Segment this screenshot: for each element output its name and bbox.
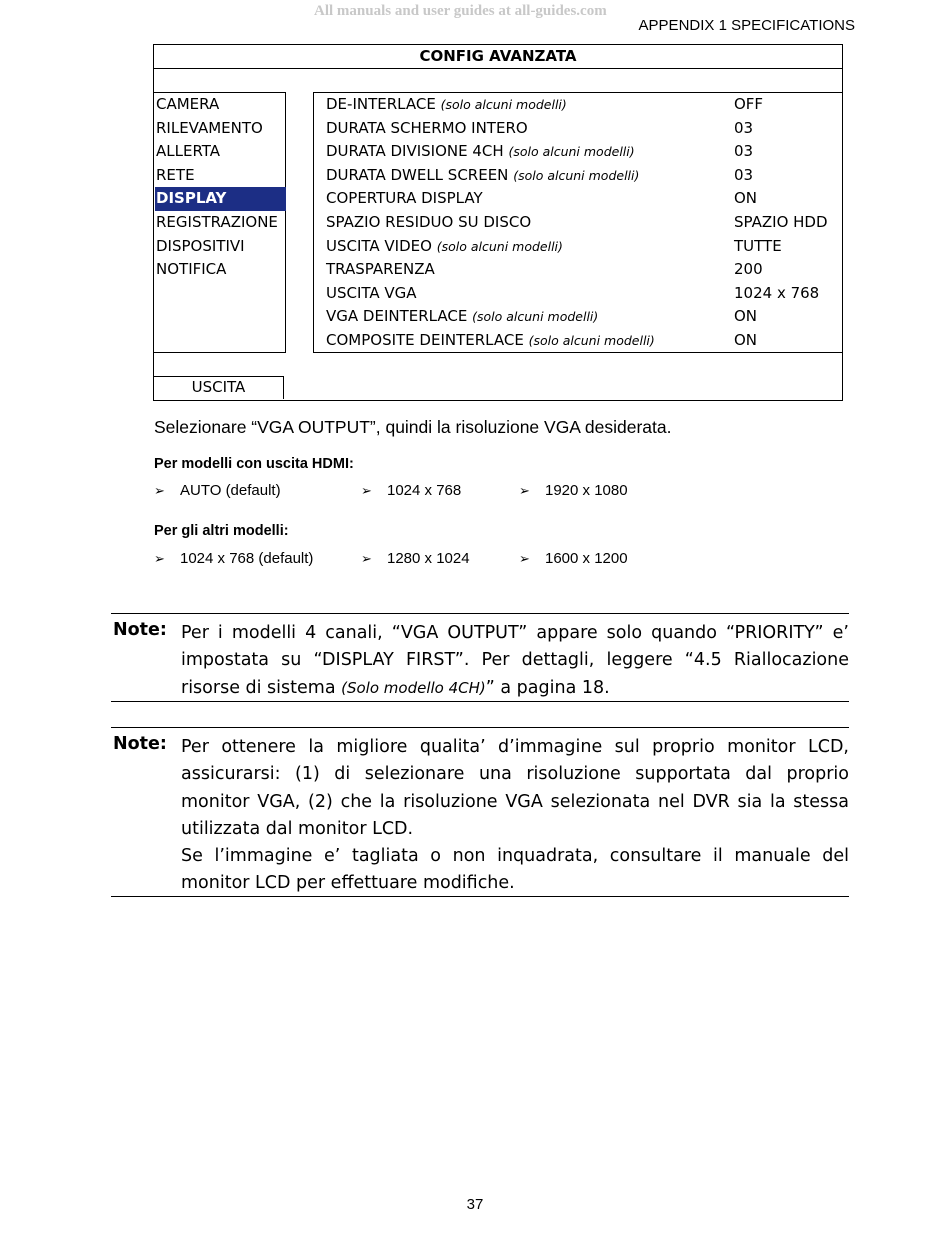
note-vga-output [111, 613, 849, 702]
panel-title: CONFIG AVANZATA [419, 47, 577, 65]
setting-row[interactable] [326, 235, 841, 259]
setting-label-text: USCITA VGA [326, 283, 417, 302]
menu-box-bottom [153, 352, 286, 353]
menu-item-dispositivi[interactable]: DISPOSITIVI [156, 236, 245, 255]
setting-label-text: VGA DEINTERLACE [326, 307, 468, 326]
arrow-bullet-icon: ➢ [361, 483, 372, 498]
setting-value[interactable]: 03 [734, 142, 754, 161]
setting-row[interactable] [326, 164, 841, 188]
setting-label-text: COPERTURA DISPLAY [326, 189, 483, 208]
panel-border-top [153, 44, 843, 45]
others-option: ➢ 1280 x 1024 [361, 550, 470, 567]
setting-row[interactable] [326, 329, 841, 353]
menu-item-allerta[interactable]: ALLERTA [156, 142, 221, 161]
setting-row[interactable] [326, 258, 841, 282]
setting-label-text: DE-INTERLACE [326, 95, 436, 113]
menu-item-camera[interactable]: CAMERA [156, 95, 220, 113]
arrow-bullet-icon: ➢ [154, 551, 165, 566]
watermark: All manuals and user guides at all-guides.com [314, 3, 607, 19]
setting-label [326, 282, 417, 306]
menu-item-rete[interactable]: RETE [156, 165, 195, 184]
setting-label-text: DURATA DWELL SCREEN [326, 165, 509, 184]
setting-model-note: (solo alcuni modelli) [508, 144, 635, 160]
setting-value[interactable]: 03 [734, 118, 754, 137]
setting-row[interactable] [326, 140, 841, 164]
setting-value[interactable]: ON [734, 307, 758, 326]
arrow-bullet-icon: ➢ [361, 551, 372, 566]
arrow-bullet-icon: ➢ [154, 483, 165, 498]
panel-border-bottom [153, 400, 843, 401]
note-paragraph: Per ottenere la migliore qualita’ d’immagine sul proprio monitor LCD, assicurarsi: (1) di selezionare una risoluzione supportata dal proprio monitor VGA, (2) che la risoluzione VGA selezionata nel DVR sia la stessa utilizzata dal monitor LCD. [181, 737, 849, 839]
title-divider [153, 68, 843, 69]
instruction-text: Selezionare “VGA OUTPUT”, quindi la risoluzione VGA desiderata. [154, 417, 672, 437]
arrow-bullet-icon: ➢ [519, 551, 530, 566]
setting-label-text: COMPOSITE DEINTERLACE [326, 330, 524, 349]
setting-label-text: DURATA DIVISIONE 4CH [326, 142, 504, 161]
panel-border-left [153, 44, 154, 401]
setting-label [326, 305, 598, 329]
note-label: Note: [113, 734, 167, 754]
menu-item-rilevamento[interactable]: RILEVAMENTO [156, 118, 263, 137]
arrow-bullet-icon: ➢ [519, 483, 530, 498]
others-option: ➢ 1600 x 1200 [519, 550, 628, 567]
setting-value[interactable]: 200 [734, 260, 763, 279]
setting-label [326, 117, 528, 141]
panel-border-right [842, 44, 843, 401]
note-text: Per i modelli 4 canali, “VGA OUTPUT” appare solo quando “PRIORITY” e’ impostata su “DISPLAY FIRST”. Per dettagli, leggere “4.5 Riallocazione risorse di sistema (Solo modello 4CH)” a pagina 18. [181, 623, 849, 698]
setting-label [326, 164, 639, 188]
settings-box-left [313, 92, 314, 353]
setting-label-text: TRASPARENZA [326, 260, 435, 279]
setting-value[interactable]: TUTTE [734, 236, 782, 255]
setting-model-note: (solo alcuni modelli) [528, 332, 655, 348]
setting-label [326, 211, 531, 235]
setting-value[interactable]: ON [734, 189, 758, 208]
setting-value[interactable]: 1024 x 768 [734, 283, 820, 302]
setting-row[interactable] [326, 117, 841, 141]
setting-row[interactable] [326, 211, 841, 235]
setting-row[interactable] [326, 305, 841, 329]
setting-label [326, 329, 655, 353]
others-heading: Per gli altri modelli: [154, 523, 289, 539]
setting-value[interactable]: SPAZIO HDD [734, 212, 828, 231]
settings-list [326, 93, 841, 353]
setting-model-note: (solo alcuni modelli) [472, 309, 599, 325]
menu-item-registrazione[interactable]: REGISTRAZIONE [156, 212, 278, 231]
setting-label-text: USCITA VIDEO [326, 236, 432, 255]
exit-button[interactable]: USCITA [153, 376, 284, 399]
setting-value[interactable]: ON [734, 330, 758, 349]
setting-value[interactable]: 03 [734, 165, 754, 184]
note-lcd-quality [111, 727, 849, 897]
setting-label-text: SPAZIO RESIDUO SU DISCO [326, 212, 532, 231]
setting-model-note: (solo alcuni modelli) [513, 167, 640, 183]
hdmi-option: ➢ 1920 x 1080 [519, 482, 628, 499]
setting-label [326, 140, 635, 164]
hdmi-option: ➢ AUTO (default) [154, 482, 281, 499]
setting-value[interactable]: OFF [734, 95, 764, 113]
setting-model-note: (solo alcuni modelli) [440, 97, 567, 112]
setting-label [326, 187, 483, 211]
note-label: Note: [113, 620, 167, 640]
setting-model-note: (solo alcuni modelli) [436, 238, 563, 254]
setting-row[interactable] [326, 93, 841, 117]
setting-label-text: DURATA SCHERMO INTERO [326, 118, 528, 137]
config-panel [153, 44, 843, 401]
page-number: 37 [466, 1196, 484, 1213]
hdmi-heading: Per modelli con uscita HDMI: [154, 456, 354, 472]
setting-label [326, 93, 567, 117]
setting-row[interactable] [326, 282, 841, 306]
section-header: APPENDIX 1 SPECIFICATIONS [638, 17, 855, 34]
menu-item-display[interactable]: DISPLAY [155, 187, 286, 211]
others-option: ➢ 1024 x 768 (default) [154, 550, 314, 567]
config-menu [155, 93, 286, 282]
hdmi-option: ➢ 1024 x 768 [361, 482, 462, 499]
menu-item-notifica[interactable]: NOTIFICA [156, 260, 227, 279]
setting-label [326, 235, 563, 259]
setting-label [326, 258, 435, 282]
note-text [181, 734, 849, 898]
note-paragraph: Se l’immagine e’ tagliata o non inquadrata, consultare il manuale del monitor LCD per effettuare modifiche. [181, 846, 849, 894]
setting-row[interactable] [326, 187, 841, 211]
